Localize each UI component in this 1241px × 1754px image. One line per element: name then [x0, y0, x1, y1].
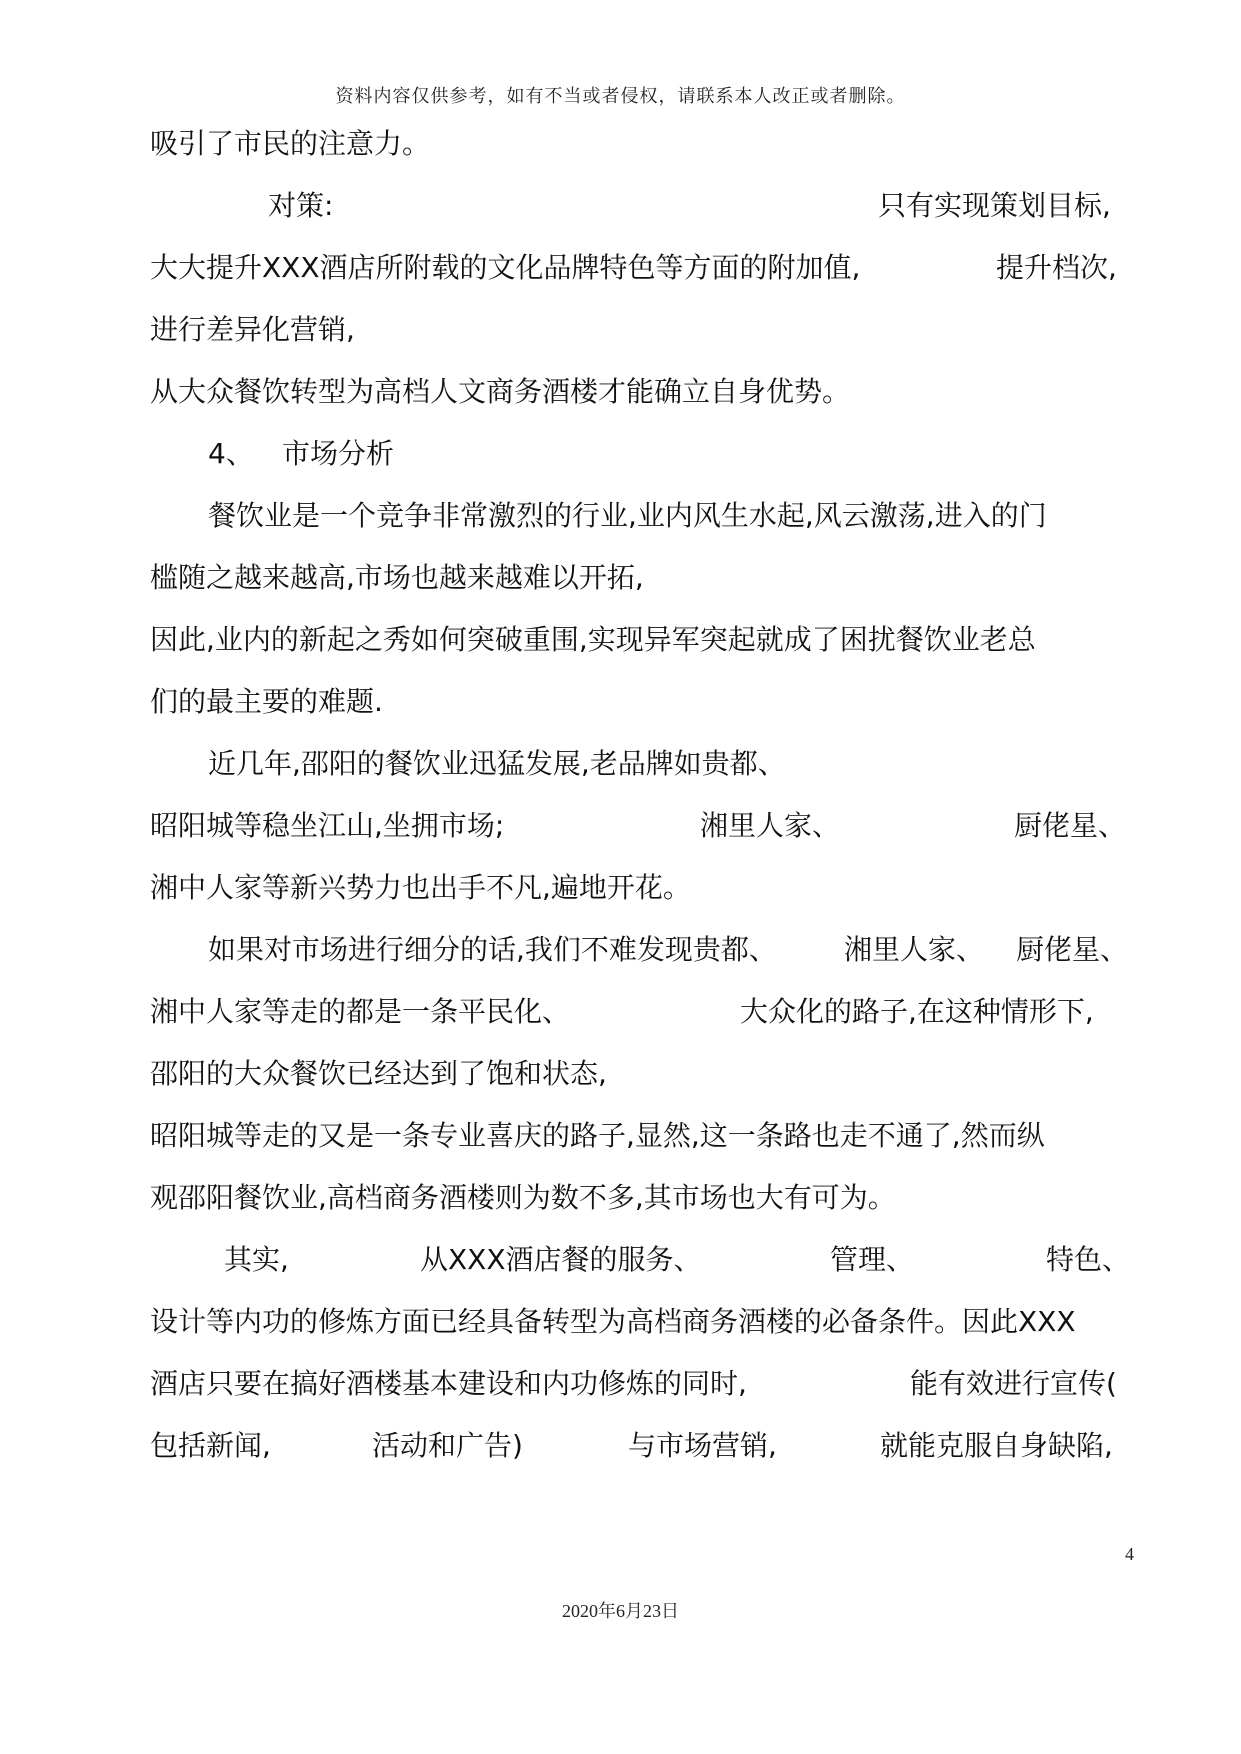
text-line: [150, 124, 1140, 164]
text-segment: 酒店只要在搞好酒楼基本建设和内功修炼的同时,: [150, 1367, 747, 1400]
text-line: [150, 868, 1140, 908]
text-segment: 进行差异化营销,: [150, 313, 355, 346]
text-line: [150, 992, 1140, 1032]
text-segment: 槛随之越来越高,市场也越来越难以开拓,: [150, 561, 644, 594]
text-segment: 餐饮业是一个竞争非常激烈的行业,业内风生水起,风云激荡,进入的门: [208, 499, 1047, 532]
section-title: 市场分析: [282, 437, 395, 470]
text-line: [150, 1364, 1140, 1404]
text-segment: 湘中人家等新兴势力也出手不凡,遍地开花。: [150, 871, 691, 904]
text-segment: 因此,业内的新起之秀如何突破重围,实现异军突起就成了困扰餐饮业老总: [150, 623, 1036, 656]
text-line: [150, 1054, 1140, 1094]
text-line: [150, 248, 1140, 288]
text-segment: 观邵阳餐饮业,高档商务酒楼则为数不多,其市场也大有可为。: [150, 1181, 896, 1214]
text-segment: 昭阳城等稳坐江山,坐拥市场;: [150, 809, 505, 842]
text-segment: 能有效进行宣传(: [910, 1367, 1117, 1400]
text-segment: 如果对市场进行细分的话,我们不难发现贵都、: [208, 933, 777, 966]
text-line: [150, 186, 1140, 226]
text-line: [150, 1240, 1140, 1280]
text-line: [150, 558, 1140, 598]
text-segment: 大众化的路子,在这种情形下,: [740, 995, 1094, 1028]
page-number: 4: [1125, 1544, 1134, 1564]
text-segment: 从XXX酒店餐的服务、: [420, 1243, 702, 1276]
text-segment: 从大众餐饮转型为高档人文商务酒楼才能确立自身优势。: [150, 375, 851, 408]
text-line: [150, 496, 1140, 536]
text-segment: 厨佬星、: [1014, 809, 1127, 842]
text-line: [150, 806, 1140, 846]
text-line: [150, 1426, 1140, 1466]
page-footer-date: 2020年6月23日: [562, 1601, 679, 1621]
text-segment: 活动和广告): [372, 1429, 523, 1462]
text-segment: 就能克服自身缺陷,: [880, 1429, 1113, 1462]
text-segment: 只有实现策划目标,: [878, 189, 1111, 222]
text-segment: 们的最主要的难题.: [150, 685, 383, 718]
section-number: 4、: [208, 437, 254, 470]
text-segment: 昭阳城等走的又是一条专业喜庆的路子,显然,这一条路也走不通了,然而纵: [150, 1119, 1045, 1152]
text-line: [150, 682, 1140, 722]
section-heading: [150, 434, 1140, 474]
text-segment: 大大提升XXX酒店所附载的文化品牌特色等方面的附加值,: [150, 251, 861, 284]
text-segment: 湘中人家等走的都是一条平民化、: [150, 995, 571, 1028]
text-segment: 近几年,邵阳的餐饮业迅猛发展,老品牌如贵都、: [208, 747, 786, 780]
text-segment: 厨佬星、: [1016, 933, 1129, 966]
text-segment: 其实,: [224, 1243, 289, 1276]
text-segment: 管理、: [830, 1243, 915, 1276]
text-segment: 包括新闻,: [150, 1429, 271, 1462]
text-line: [150, 1302, 1140, 1342]
text-line: [150, 372, 1140, 412]
text-line: [150, 1116, 1140, 1156]
text-line: [150, 1178, 1140, 1218]
text-segment: 吸引了市民的注意力。: [150, 127, 431, 160]
text-segment: 与市场营销,: [628, 1429, 777, 1462]
text-segment: 邵阳的大众餐饮已经达到了饱和状态,: [150, 1057, 607, 1090]
page-header-notice: 资料内容仅供参考，如有不当或者侵权，请联系本人改正或者删除。: [335, 86, 906, 107]
text-segment: 湘里人家、: [700, 809, 841, 842]
text-segment: 特色、: [1046, 1243, 1131, 1276]
text-segment: 湘里人家、: [844, 933, 985, 966]
text-line: [150, 930, 1140, 970]
text-segment: 设计等内功的修炼方面已经具备转型为高档商务酒楼的必备条件。因此XXX: [150, 1305, 1076, 1338]
text-segment: 对策:: [268, 189, 334, 222]
text-line: [150, 620, 1140, 660]
text-segment: 提升档次,: [996, 251, 1117, 284]
text-line: [150, 744, 1140, 784]
text-line: [150, 310, 1140, 350]
